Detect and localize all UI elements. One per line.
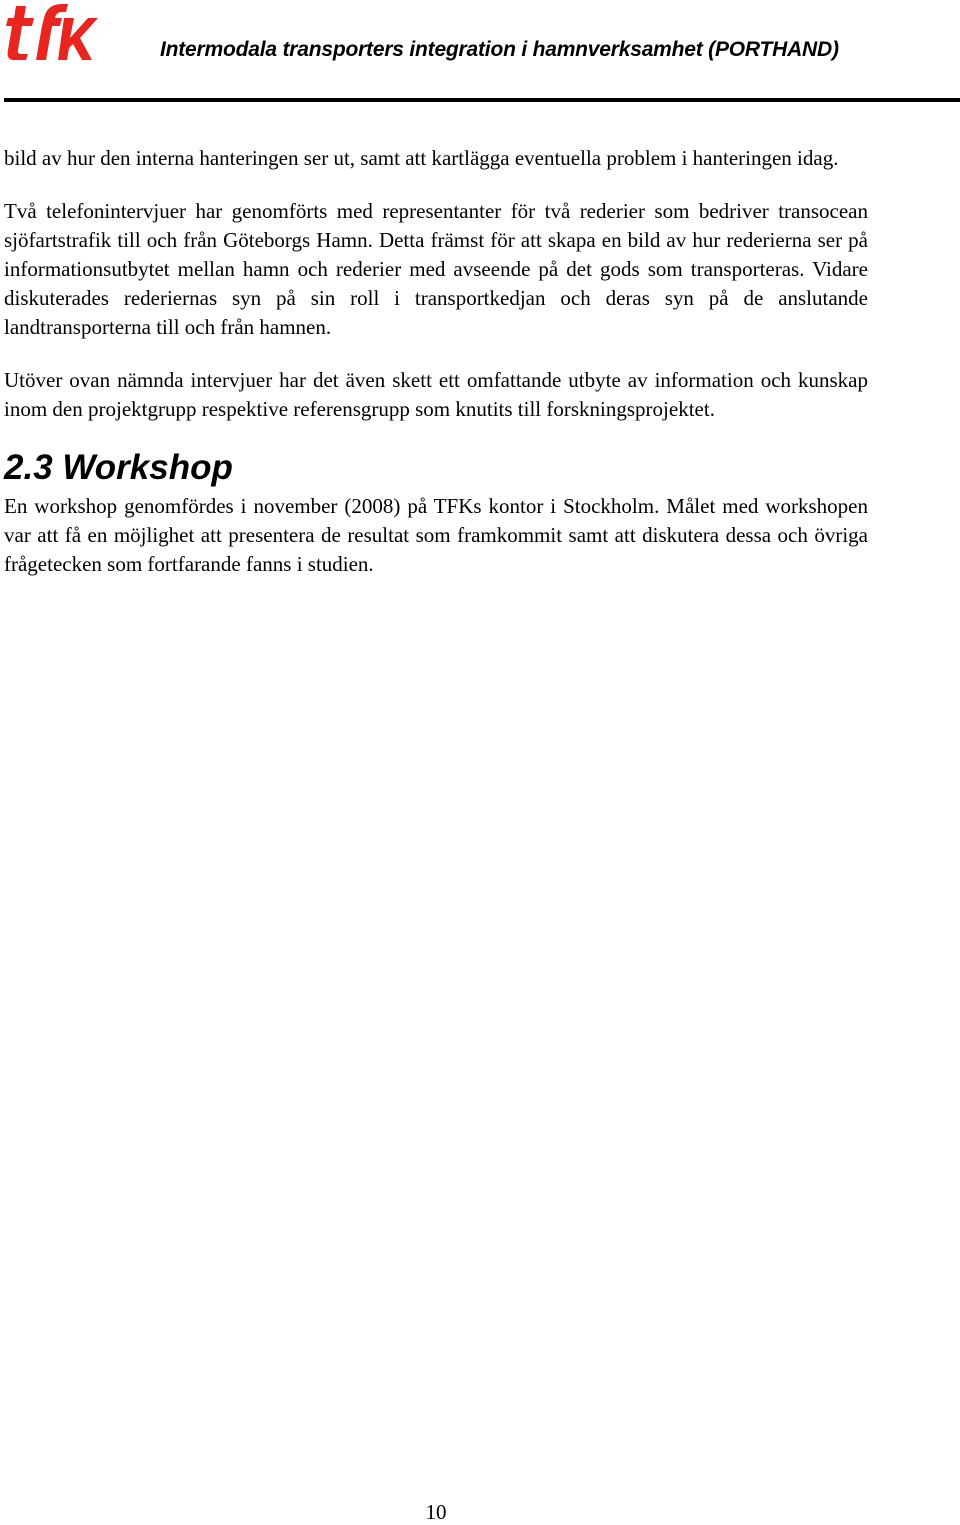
body-paragraph: Utöver ovan nämnda intervjuer har det även skett ett omfattande utbyte av information och kunskap inom den projektgrupp respektive referensgrupp som knutits till forskningsprojektet. [4,368,868,421]
document-running-header: Intermodala transporters integration i hamnverksamhet (PORTHAND) [160,38,839,61]
page-number: 10 [425,1500,447,1524]
header-divider [4,98,960,102]
body-paragraph: bild av hur den interna hanteringen ser ut, samt att kartlägga eventuella problem i hanteringen idag. [4,146,839,170]
body-paragraph: En workshop genomfördes i november (2008) på TFKs kontor i Stockholm. Målet med workshopen var att få en möjlighet att presentera de resultat som framkommit samt att diskutera dessa och övriga frågetecken som fortfarande fanns i studien. [4,494,868,576]
page-body [4,144,868,603]
body-paragraph: Två telefonintervjuer har genomförts med representanter för två rederier som bedriver transocean sjöfartstrafik till och från Göteborgs Hamn. Detta främst för att skapa en bild av hur rederierna ser på informationsutbytet mellan hamn och rederier med avseende på det gods som transporteras. Vidare diskuterades rederiernas syn på sin roll i transportkedjan och deras syn på de anslutande landtransporterna till och från hamnen. [4,199,868,339]
tfk-logo [4,2,98,60]
section-heading: 2.3 Workshop [4,448,233,487]
